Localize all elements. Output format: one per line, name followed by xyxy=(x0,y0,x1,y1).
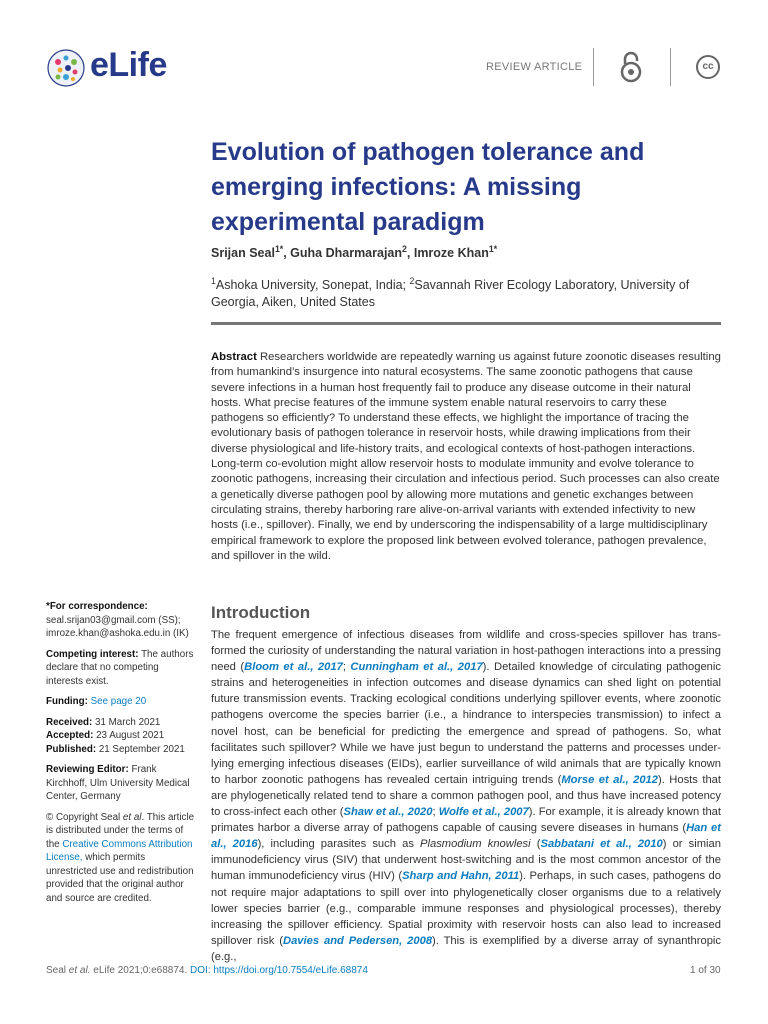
funding-link[interactable]: See page 20 xyxy=(90,696,147,707)
author-name[interactable]: Imroze Khan xyxy=(413,246,489,261)
article-info-sidebar xyxy=(46,600,198,912)
received-label: Received: xyxy=(46,716,93,728)
body-text: ), including parasites such as xyxy=(257,838,421,851)
citation-link[interactable]: Morse et al., 2012 xyxy=(561,773,659,786)
cc-icon[interactable]: cc xyxy=(696,55,720,79)
body-text: ). For example, it is already known that primates harbor a diverse array of pathogens capable of causing severe diseases in humans ( xyxy=(211,806,721,835)
affiliation-number: 1 xyxy=(211,276,216,286)
author-affiliation-mark: 1* xyxy=(274,244,284,254)
reviewing-editor-label: Reviewing Editor: xyxy=(46,764,129,775)
reviewing-editor-text: Frank Kirchhoff, Ulm University Medical Center, Germany xyxy=(46,764,190,802)
open-access-icon[interactable] xyxy=(617,50,645,89)
article-type-label: REVIEW ARTICLE xyxy=(486,61,583,73)
footer-citation xyxy=(46,965,368,976)
article-title: Evolution of pathogen tolerance and emerging infections: A missing experimental paradigm xyxy=(211,138,645,236)
body-text: The frequent emergence of infectious diseases from wildlife and cross-species spillover has transformed the curiosity of understanding the natural variation in host-pathogen interactions into a pressing need ( xyxy=(211,629,721,674)
affiliations xyxy=(211,273,731,311)
author-name[interactable]: Guha Dharmarajan xyxy=(290,246,403,261)
author-list: Srijan Seal$^{1*}$, Guha Dharmarajan$^2$, Imroze Khan$^{1*}$ xyxy=(211,244,498,261)
citation-link[interactable]: Davies and Pedersen, 2008 xyxy=(282,934,433,947)
accepted-label: Accepted: xyxy=(46,730,94,741)
copyright-text: . This article is distributed under the terms of the xyxy=(46,811,195,850)
section-heading-introduction: Introduction xyxy=(211,603,311,622)
abstract-text: Researchers worldwide are repeatedly warning us against future zoonotic diseases resulting from humankind’s insurgence into natural ecosystems. The same zoonotic pathogens that cause severe infections in a human host frequently fail to produce any disease outcome in their natural hosts. What precise features of the immune system enable natural reservoirs to carry these pathogens so efficiently? To understand these effects, we highlight the importance of tracing the evolutionary basis of pathogen tolerance in reservoir hosts, while drawing implications from their diverse physiological and life-history traits, and ecological contexts of host-pathogen interactions. Long-term co-evolution might allow reservoir hosts to modulate immunity and evolve tolerance to zoonotic pathogens, increasing their circulation and infectious period. Such processes can also create a genetically diverse pathogen pool by allowing more mutations and genetic exchanges between circulating strains, thereby harboring rare alive-on-arrival variants with extended infectivity to new hosts (i.e., spillover). Finally, we end by underscoring the indispensability of a large multidisciplinary empirical framework to explore the proposed link between evolved tolerance, pathogen prevalence, and spillover in the wild. xyxy=(211,351,721,562)
elife-logo-icon xyxy=(46,48,86,88)
correspondence-emails[interactable]: seal.srijan03@gmail.com (SS); imroze.khan@ashoka.edu.in (IK) xyxy=(46,614,189,639)
funding-label: Funding: xyxy=(46,696,88,707)
competing-interest-text: The authors declare that no competing interests exist. xyxy=(46,648,194,687)
title-divider xyxy=(211,322,721,325)
author-affiliation-mark: 2 xyxy=(402,244,407,254)
author-affiliation-mark: 1* xyxy=(488,244,498,254)
citation-link[interactable]: Shaw et al., 2020 xyxy=(343,806,433,819)
footer-text: et al. xyxy=(68,965,91,976)
species-name: Plasmodium knowlesi xyxy=(420,838,531,851)
copyright-notice xyxy=(46,811,198,906)
affiliation-text: Ashoka University, Sonepat, India; xyxy=(215,278,410,293)
copyright-text: which permits unrestricted use and redistribution provided that the original author and source are credited. xyxy=(46,852,194,904)
license-link[interactable]: Creative Commons Attribution License, xyxy=(46,838,193,863)
received-date: 31 March 2021 xyxy=(95,716,161,728)
body-text: ; xyxy=(432,806,439,819)
logo-text: eLife xyxy=(90,46,167,84)
body-text: ( xyxy=(530,838,541,851)
footer-text: eLife 2021;0:e68874. xyxy=(90,965,191,976)
published-date: 21 September 2021 xyxy=(98,743,185,755)
body-text: ). Detailed knowledge of circulating pathogenic strains and heterogeneities in infection outcomes and disease dynamics can shed light on potential future transmission events. Tracking ecological conditions underlying spillover events, where zoonotic pathogens overcome the species barrier (i.e., a hindrance to interspecies transmission) to infect a novel host, can be beneficial for predicting the emergence and spread of pathogens. So, what facilitates such spillover? While we have just begun to understand the patterns and processes underlying emerging infectious diseases (EIDs), earlier surveillance of wild animals that are typically known to harbor zoonotic pathogens has revealed certain intriguing trends ( xyxy=(211,661,721,786)
correspondence-label: *For correspondence: xyxy=(46,601,148,612)
author-name[interactable]: Srijan Seal xyxy=(211,246,275,261)
header-divider xyxy=(670,48,671,86)
citation-link[interactable]: Bloom et al., 2017 xyxy=(244,661,343,674)
header-divider xyxy=(593,48,594,86)
body-text: ) or simian immunodeficiency virus (SIV) that underwent host-switching and is the most common ancestor of the human immunodeficiency virus (HIV) ( xyxy=(211,838,721,883)
citation-link[interactable]: Wolfe et al., 2007 xyxy=(438,806,529,819)
citation-link[interactable]: Cunningham et al., 2017 xyxy=(350,661,483,674)
page-number: 1 of 30 xyxy=(690,965,721,976)
body-text: ; xyxy=(342,661,351,674)
accepted-date: 23 August 2021 xyxy=(96,730,165,741)
citation-link[interactable]: Sabbatani et al., 2010 xyxy=(540,838,663,851)
copyright-text: © Copyright Seal xyxy=(46,811,123,823)
affiliation-text: Savannah River Ecology Laboratory, University of Georgia, Aiken, United States xyxy=(211,278,690,310)
body-text: ). This is exemplified by a diverse array of synanthropic (e.g., xyxy=(211,934,721,963)
footer-text: Seal xyxy=(46,965,69,976)
competing-interest-label: Competing interest: xyxy=(46,648,139,660)
published-label: Published: xyxy=(46,743,97,755)
abstract-label: Abstract xyxy=(211,351,257,363)
affiliation-number: 2 xyxy=(409,276,415,286)
body-text: ). Hosts that are phylogenetically related tend to share a common pathogen pool, and thus have increased potency to cross-infect each other ( xyxy=(211,773,721,819)
copyright-text: et al xyxy=(122,811,142,823)
abstract xyxy=(211,350,721,564)
doi-link[interactable]: DOI: https://doi.org/10.7554/eLife.68874 xyxy=(190,965,368,976)
citation-link[interactable]: Han et al., 2016 xyxy=(211,822,721,851)
citation-link[interactable]: Sharp and Hahn, 2011 xyxy=(402,870,520,883)
body-text: ). Perhaps, in such cases, pathogens do not require major adaptations to spill over into phylogenetically closer organisms due to a relatively lower species barrier (e.g., comparable immune responses and physiological processes), thereby increasing the spillover efficiency. Spatial proximity with reservoir hosts can also lead to increased spillover risk ( xyxy=(211,870,721,947)
introduction-body xyxy=(211,627,721,965)
